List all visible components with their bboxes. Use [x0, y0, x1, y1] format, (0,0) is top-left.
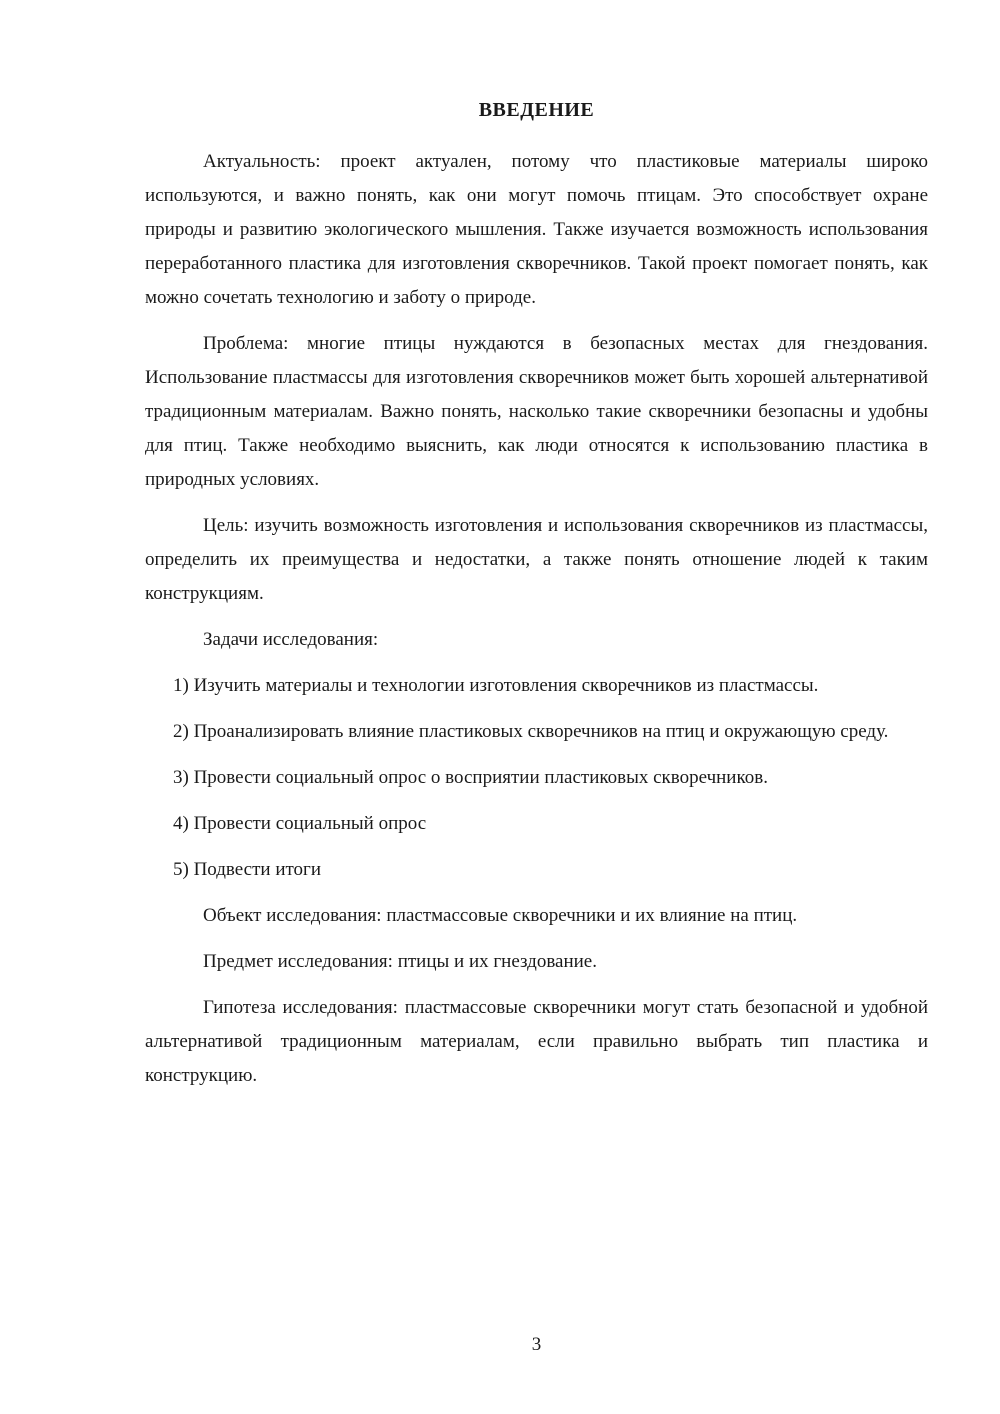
paragraph-subject: Предмет исследования: птицы и их гнездование.	[203, 951, 597, 972]
task-item-4: 4) Провести социальный опрос	[173, 813, 427, 834]
document-title: ВВЕДЕНИЕ	[478, 99, 595, 121]
page-number: 3	[531, 1334, 542, 1355]
paragraph-object: Объект исследования: пластмассовые скворечники и их влияние на птиц.	[203, 905, 798, 926]
paragraph-actuality: Актуальность: проект актуален, потому что пластиковые материалы широко используются, и важно понять, как они могут помочь птицам. Это способствует охране природы и развитию экологического мышления. Также изучается возможность использования переработанного пластика для изготовления скворечников. Такой проект помогает понять, как можно сочетать технологию и заботу о природе.	[145, 151, 928, 308]
task-item-5: 5) Подвести итоги	[173, 859, 322, 880]
task-item-3: 3) Провести социальный опрос о восприятии пластиковых скворечников.	[173, 767, 768, 788]
task-item-1: 1) Изучить материалы и технологии изготовления скворечников из пластмассы.	[173, 675, 819, 696]
tasks-heading: Задачи исследования:	[203, 629, 379, 650]
paragraph-hypothesis: Гипотеза исследования: пластмассовые скворечники могут стать безопасной и удобной альтернативой традиционным материалам, если правильно выбрать тип пластика и конструкцию.	[145, 997, 928, 1086]
paragraph-goal: Цель: изучить возможность изготовления и использования скворечников из пластмассы, определить их преимущества и недостатки, а также понять отношение людей к таким конструкциям.	[145, 515, 928, 604]
paragraph-problem: Проблема: многие птицы нуждаются в безопасных местах для гнездования. Использование пластмассы для изготовления скворечников может быть хорошей альтернативой традиционным материалам. Важно понять, насколько такие скворечники безопасны и удобны для птиц. Также необходимо выяснить, как люди относятся к использованию пластика в природных условиях.	[145, 333, 928, 490]
task-item-2: 2) Проанализировать влияние пластиковых скворечников на птиц и окружающую среду.	[173, 721, 889, 742]
